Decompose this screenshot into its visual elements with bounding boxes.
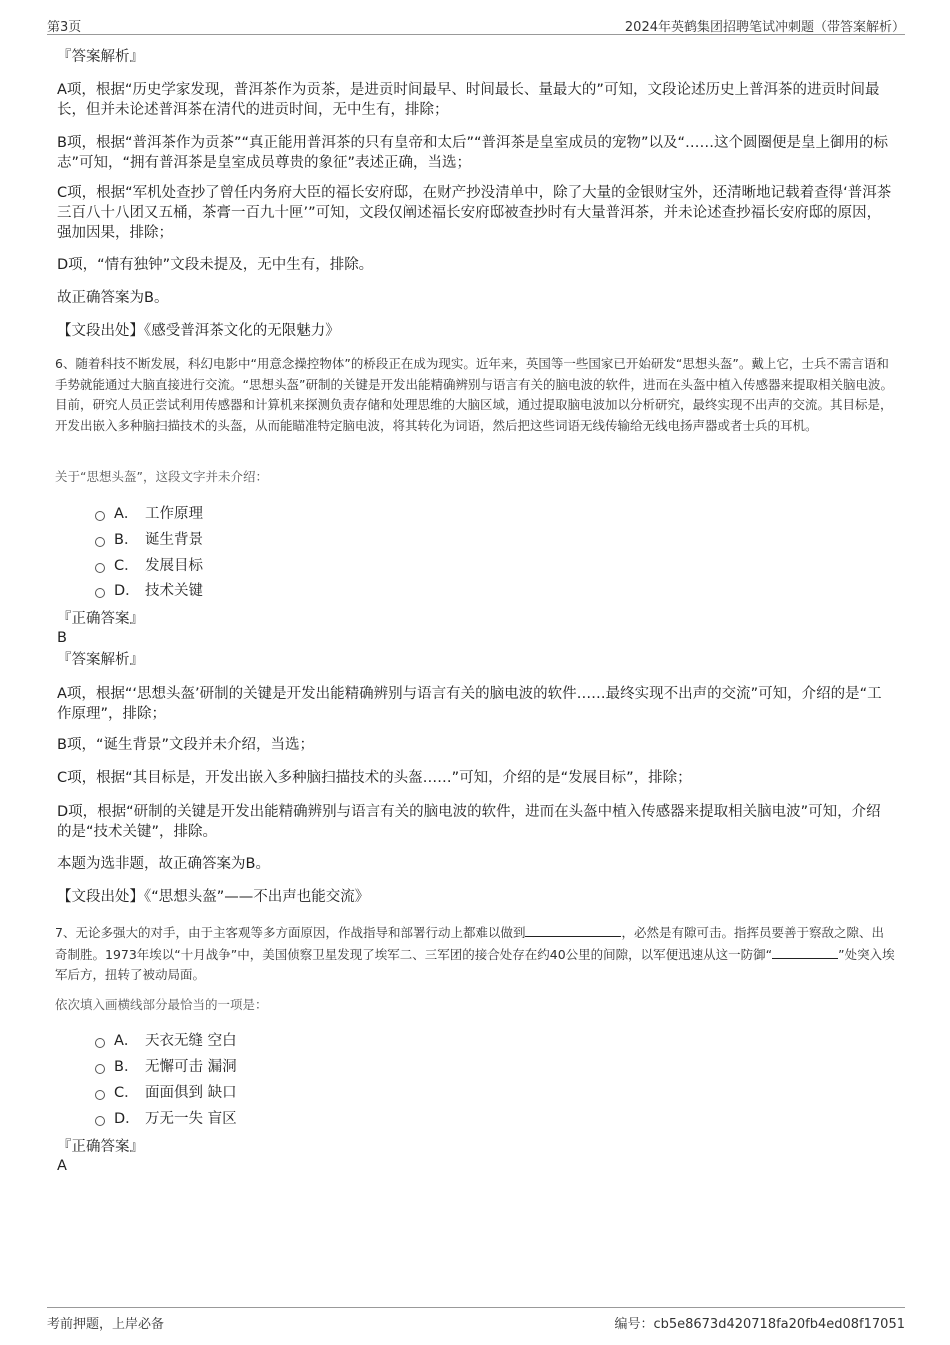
question-7-passage: 7、无论多强大的对手，由于主客观等多方面原因，作战指导和部署行动上都难以做到 ，必然是有隙可击。指挥员要善于察敌之隙、出奇制胜。1973年埃以“十月战争”中，美国侦察卫星发现了埃军二、三军团的接合处存在约40公里的间隙，以军便迅速从这一防御“ ”处突入埃军后方，扭转了被动局面。 bbox=[55, 922, 895, 986]
fill-blank-1[interactable] bbox=[525, 922, 621, 937]
radio-icon[interactable] bbox=[95, 588, 105, 598]
document-title: 2024年英鹤集团招聘笔试冲刺题（带答案解析） bbox=[624, 20, 905, 35]
page-number: 第3页 bbox=[47, 20, 82, 35]
correct-answer: A bbox=[57, 1158, 67, 1174]
analysis-option-a: A项，根据“历史学家发现，普洱茶作为贡茶，是进贡时间最早、时间最长、量最大的”可知，文段论述历史上普洱茶的进贡时间最长，但并未论述普洱茶在清代的进贡时间，无中生有，排除； bbox=[57, 82, 880, 118]
radio-icon[interactable] bbox=[95, 511, 105, 521]
question-7-option-c[interactable]: C． 面面俱到 缺口 bbox=[95, 1083, 237, 1103]
radio-icon[interactable] bbox=[95, 1038, 105, 1048]
radio-icon[interactable] bbox=[95, 1116, 105, 1126]
footer-slogan: 考前押题，上岸必备 bbox=[47, 1317, 165, 1332]
analysis-option-c: C项，根据“其目标是，开发出嵌入多种脑扫描技术的头盔……”可知，介绍的是“发展目标”，排除； bbox=[57, 770, 692, 786]
radio-icon[interactable] bbox=[95, 1064, 105, 1074]
correct-answer: B bbox=[57, 630, 67, 646]
correct-answer-label: 『正确答案』 bbox=[57, 611, 144, 627]
correct-answer-label: 『正确答案』 bbox=[57, 1139, 144, 1155]
question-7-option-a[interactable]: A． 天衣无缝 空白 bbox=[95, 1031, 237, 1051]
question-6-option-b[interactable]: B． 诞生背景 bbox=[95, 530, 203, 550]
analysis-option-b: B项，根据“普洱茶作为贡茶”“真正能用普洱茶的只有皇帝和太后”“普洱茶是皇室成员的宠物”以及“……这个圆圈便是皇上御用的标志”可知，“拥有普洱茶是皇室成员尊贵的象征”表述正确，当选； bbox=[57, 135, 889, 171]
analysis-label: 『答案解析』 bbox=[57, 49, 144, 65]
page-footer bbox=[47, 1307, 905, 1332]
question-6-option-a[interactable]: A． 工作原理 bbox=[95, 504, 203, 524]
analysis-option-c: C项，根据“军机处查抄了曾任内务府大臣的福长安府邸，在财产抄没清单中，除了大量的金银财宝外，还清晰地记载着查得‘普洱茶三百八十八团又五桶，茶膏一百九十匣’”可知，文段仅阐述福长安府邸被查抄时有大量普洱茶，并未论述查抄福长安府邸的原因，强加因果，排除； bbox=[57, 185, 892, 241]
radio-icon[interactable] bbox=[95, 563, 105, 573]
radio-icon[interactable] bbox=[95, 1090, 105, 1100]
analysis-option-b: B项，“诞生背景”文段并未介绍，当选； bbox=[57, 737, 314, 753]
question-6-passage: 6、随着科技不断发展，科幻电影中“用意念操控物体”的桥段正在成为现实。近年来，英国等一些国家已开始研发“思想头盔”。戴上它，士兵不需言语和手势就能通过大脑直接进行交流。“思想头盔”研制的关键是开发出能精确辨别与语言有关的脑电波的软件，进而在头盔中植入传感器来提取相关脑电波。目前，研究人员正尝试利用传感器和计算机来探测负责存储和处理思维的大脑区域，通过提取脑电波加以分析研究，最终实现不出声的交流。其目标是，开发出嵌入多种脑扫描技术的头盔，从而能瞄准特定脑电波，将其转化为词语，然后把这些词语无线传输给无线电扬声器或者士兵的耳机。 bbox=[55, 356, 893, 433]
analysis-option-a: A项，根据“‘思想头盔’研制的关键是开发出能精确辨别与语言有关的脑电波的软件……最终实现不出声的交流”可知，介绍的是“工作原理”，排除； bbox=[57, 686, 882, 722]
answer-conclusion: 本题为选非题，故正确答案为B。 bbox=[57, 856, 270, 872]
document-id: 编号：cb5e8673d420718fa20fb4ed08f17051 bbox=[614, 1317, 905, 1332]
source-citation: 【文段出处】《感受普洱茶文化的无限魅力》 bbox=[57, 323, 340, 339]
question-6-option-d[interactable]: D． 技术关键 bbox=[95, 581, 203, 601]
question-7-stem: 依次填入画横线部分最恰当的一项是： bbox=[55, 997, 268, 1012]
answer-conclusion: 故正确答案为B。 bbox=[57, 290, 169, 306]
analysis-option-d: D项，根据“研制的关键是开发出能精确辨别与语言有关的脑电波的软件，进而在头盔中植入传感器来提取相关脑电波”可知，介绍的是“技术关键”，排除。 bbox=[57, 804, 881, 840]
question-6-option-c[interactable]: C． 发展目标 bbox=[95, 556, 203, 576]
source-citation: 【文段出处】《“思想头盔”——不出声也能交流》 bbox=[57, 889, 370, 905]
question-7-option-d[interactable]: D． 万无一失 盲区 bbox=[95, 1109, 237, 1129]
question-7-option-b[interactable]: B． 无懈可击 漏洞 bbox=[95, 1057, 237, 1077]
analysis-label: 『答案解析』 bbox=[57, 652, 144, 668]
radio-icon[interactable] bbox=[95, 537, 105, 547]
analysis-option-d: D项，“情有独钟”文段未提及，无中生有，排除。 bbox=[57, 257, 374, 273]
fill-blank-2[interactable] bbox=[772, 944, 838, 959]
question-6-stem: 关于“思想头盔”，这段文字并未介绍： bbox=[55, 469, 268, 484]
